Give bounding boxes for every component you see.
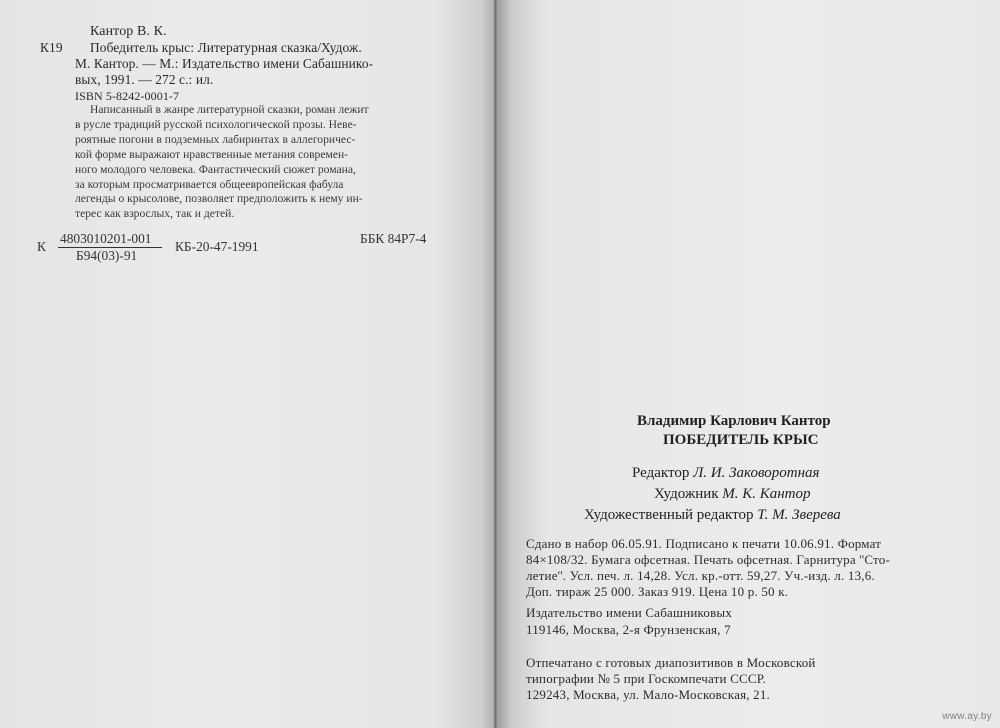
annotation-line-5: ного молодого человека. Фантастический сюжет романа, — [75, 163, 356, 176]
annotation-line-3: роятные погони в подземных лабиринтах в аллегоричес- — [75, 133, 356, 146]
catalog-desc-line-1: Победитель крыс: Литературная сказка/Худож. — [90, 40, 362, 55]
author-full-name: Владимир Карлович Кантор — [637, 413, 831, 429]
credit-art-editor-name: Т. М. Зверева — [757, 507, 841, 523]
print-info-line-1: Сдано в набор 06.05.91. Подписано к печати 10.06.91. Формат — [526, 536, 882, 551]
catalog-code: К19 — [40, 40, 63, 55]
print-info-line-3: летие''. Усл. печ. л. 14,28. Усл. кр.-отт. 59,27. Уч.-изд. л. 13,6. — [526, 568, 875, 583]
credit-editor — [632, 466, 820, 481]
biblio-k: К — [37, 239, 46, 254]
annotation-line-6: за которым просматривается общеевропейская фабула — [75, 178, 344, 191]
publisher-name: Издательство имени Сабашниковых — [526, 605, 733, 620]
credit-art-editor — [584, 508, 841, 523]
print-info-line-2: 84×108/32. Бумага офсетная. Печать офсетная. Гарнитура ''Сто- — [526, 552, 890, 567]
biblio-denominator: Б94(03)-91 — [76, 248, 138, 263]
credit-editor-role: Редактор — [632, 465, 690, 481]
credit-art-editor-role: Художественный редактор — [584, 507, 754, 523]
printer-line-2: типографии № 5 при Госкомпечати СССР. — [526, 671, 766, 686]
site-watermark: www.ay.by — [942, 711, 992, 722]
biblio-numerator: 4803010201-001 — [60, 231, 152, 246]
catalog-desc-line-3: вых, 1991. — 272 с.: ил. — [75, 72, 214, 87]
left-page — [0, 0, 496, 728]
publisher-address: 119146, Москва, 2-я Фрунзенская, 7 — [526, 622, 731, 637]
annotation-line-1: Написанный в жанре литературной сказки, роман лежит — [90, 103, 369, 116]
printer-line-1: Отпечатано с готовых диапозитивов в Московской — [526, 655, 816, 670]
biblio-bbk: ББК 84Р7-4 — [360, 231, 427, 246]
right-page — [497, 0, 1000, 728]
annotation-line-7: легенды о крысолове, позволяет предположить к нему ин- — [75, 192, 363, 205]
annotation-line-4: кой форме выражают нравственные метания современ- — [75, 148, 349, 161]
credit-artist — [654, 487, 811, 502]
credit-artist-name: М. К. Кантор — [722, 486, 811, 502]
annotation-line-2: в русле традиций русской психологической прозы. Неве- — [75, 118, 357, 131]
book-title: ПОБЕДИТЕЛЬ КРЫС — [663, 432, 819, 448]
credit-artist-role: Художник — [654, 486, 719, 502]
annotation-line-8: терес как взрослых, так и детей. — [75, 207, 235, 220]
print-info-line-4: Доп. тираж 25 000. Заказ 919. Цена 10 р. 50 к. — [526, 584, 789, 599]
biblio-kb: КБ-20-47-1991 — [175, 239, 259, 254]
catalog-desc-line-2: М. Кантор. — М.: Издательство имени Сабашнико- — [75, 56, 374, 71]
catalog-author: Кантор В. К. — [90, 24, 167, 39]
catalog-isbn: ISBN 5-8242-0001-7 — [75, 89, 180, 103]
printer-line-3: 129243, Москва, ул. Мало-Московская, 21. — [526, 687, 770, 702]
credit-editor-name: Л. И. Заковоротная — [693, 465, 820, 481]
